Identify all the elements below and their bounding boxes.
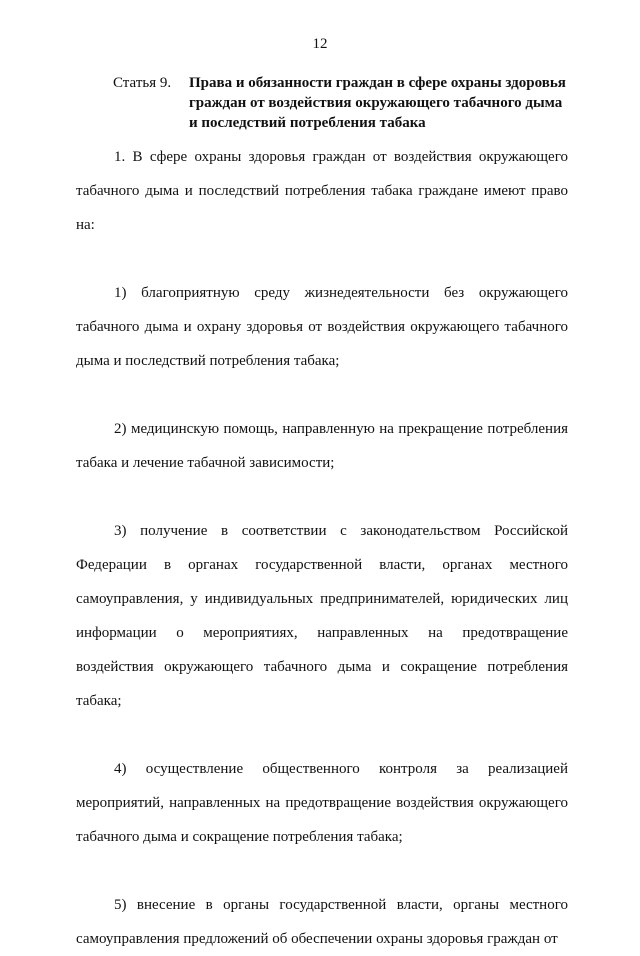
paragraph-item-3: 3) получение в соответствии с законодательством Российской Федерации в органах государственной власти, органах местного самоуправления, у индивидуальных предпринимателей, юридических лиц информации о мероприятиях, направленных на предотвращение воздействия окружающего табачного дыма и сокращение потребления табака; (76, 523, 568, 709)
paragraph-item-2: 2) медицинскую помощь, направленную на прекращение потребления табака и лечение табачной зависимости; (76, 421, 568, 471)
article-title: Права и обязанности граждан в сфере охраны здоровья граждан от воздействия окружающего табачного дыма и последствий потребления табака (189, 75, 566, 131)
paragraph-item-4: 4) осуществление общественного контроля за реализацией мероприятий, направленных на предотвращение воздействия окружающего табачного дыма и сокращение потребления табака; (76, 761, 568, 845)
article-header (113, 73, 583, 133)
article-body (76, 140, 568, 956)
paragraph-1: 1. В сфере охраны здоровья граждан от воздействия окружающего табачного дыма и последствий потребления табака граждане имеют право на: (76, 149, 568, 233)
paragraph-item-1: 1) благоприятную среду жизнедеятельности без окружающего табачного дыма и охрану здоровья от воздействия окружающего табачного дыма и последствий потребления табака; (76, 285, 568, 369)
page-number: 12 (312, 36, 328, 52)
article-label: Статья 9. (113, 75, 172, 91)
paragraph-item-5: 5) внесение в органы государственной власти, органы местного самоуправления предложений об обеспечении охраны здоровья граждан от (76, 897, 568, 947)
